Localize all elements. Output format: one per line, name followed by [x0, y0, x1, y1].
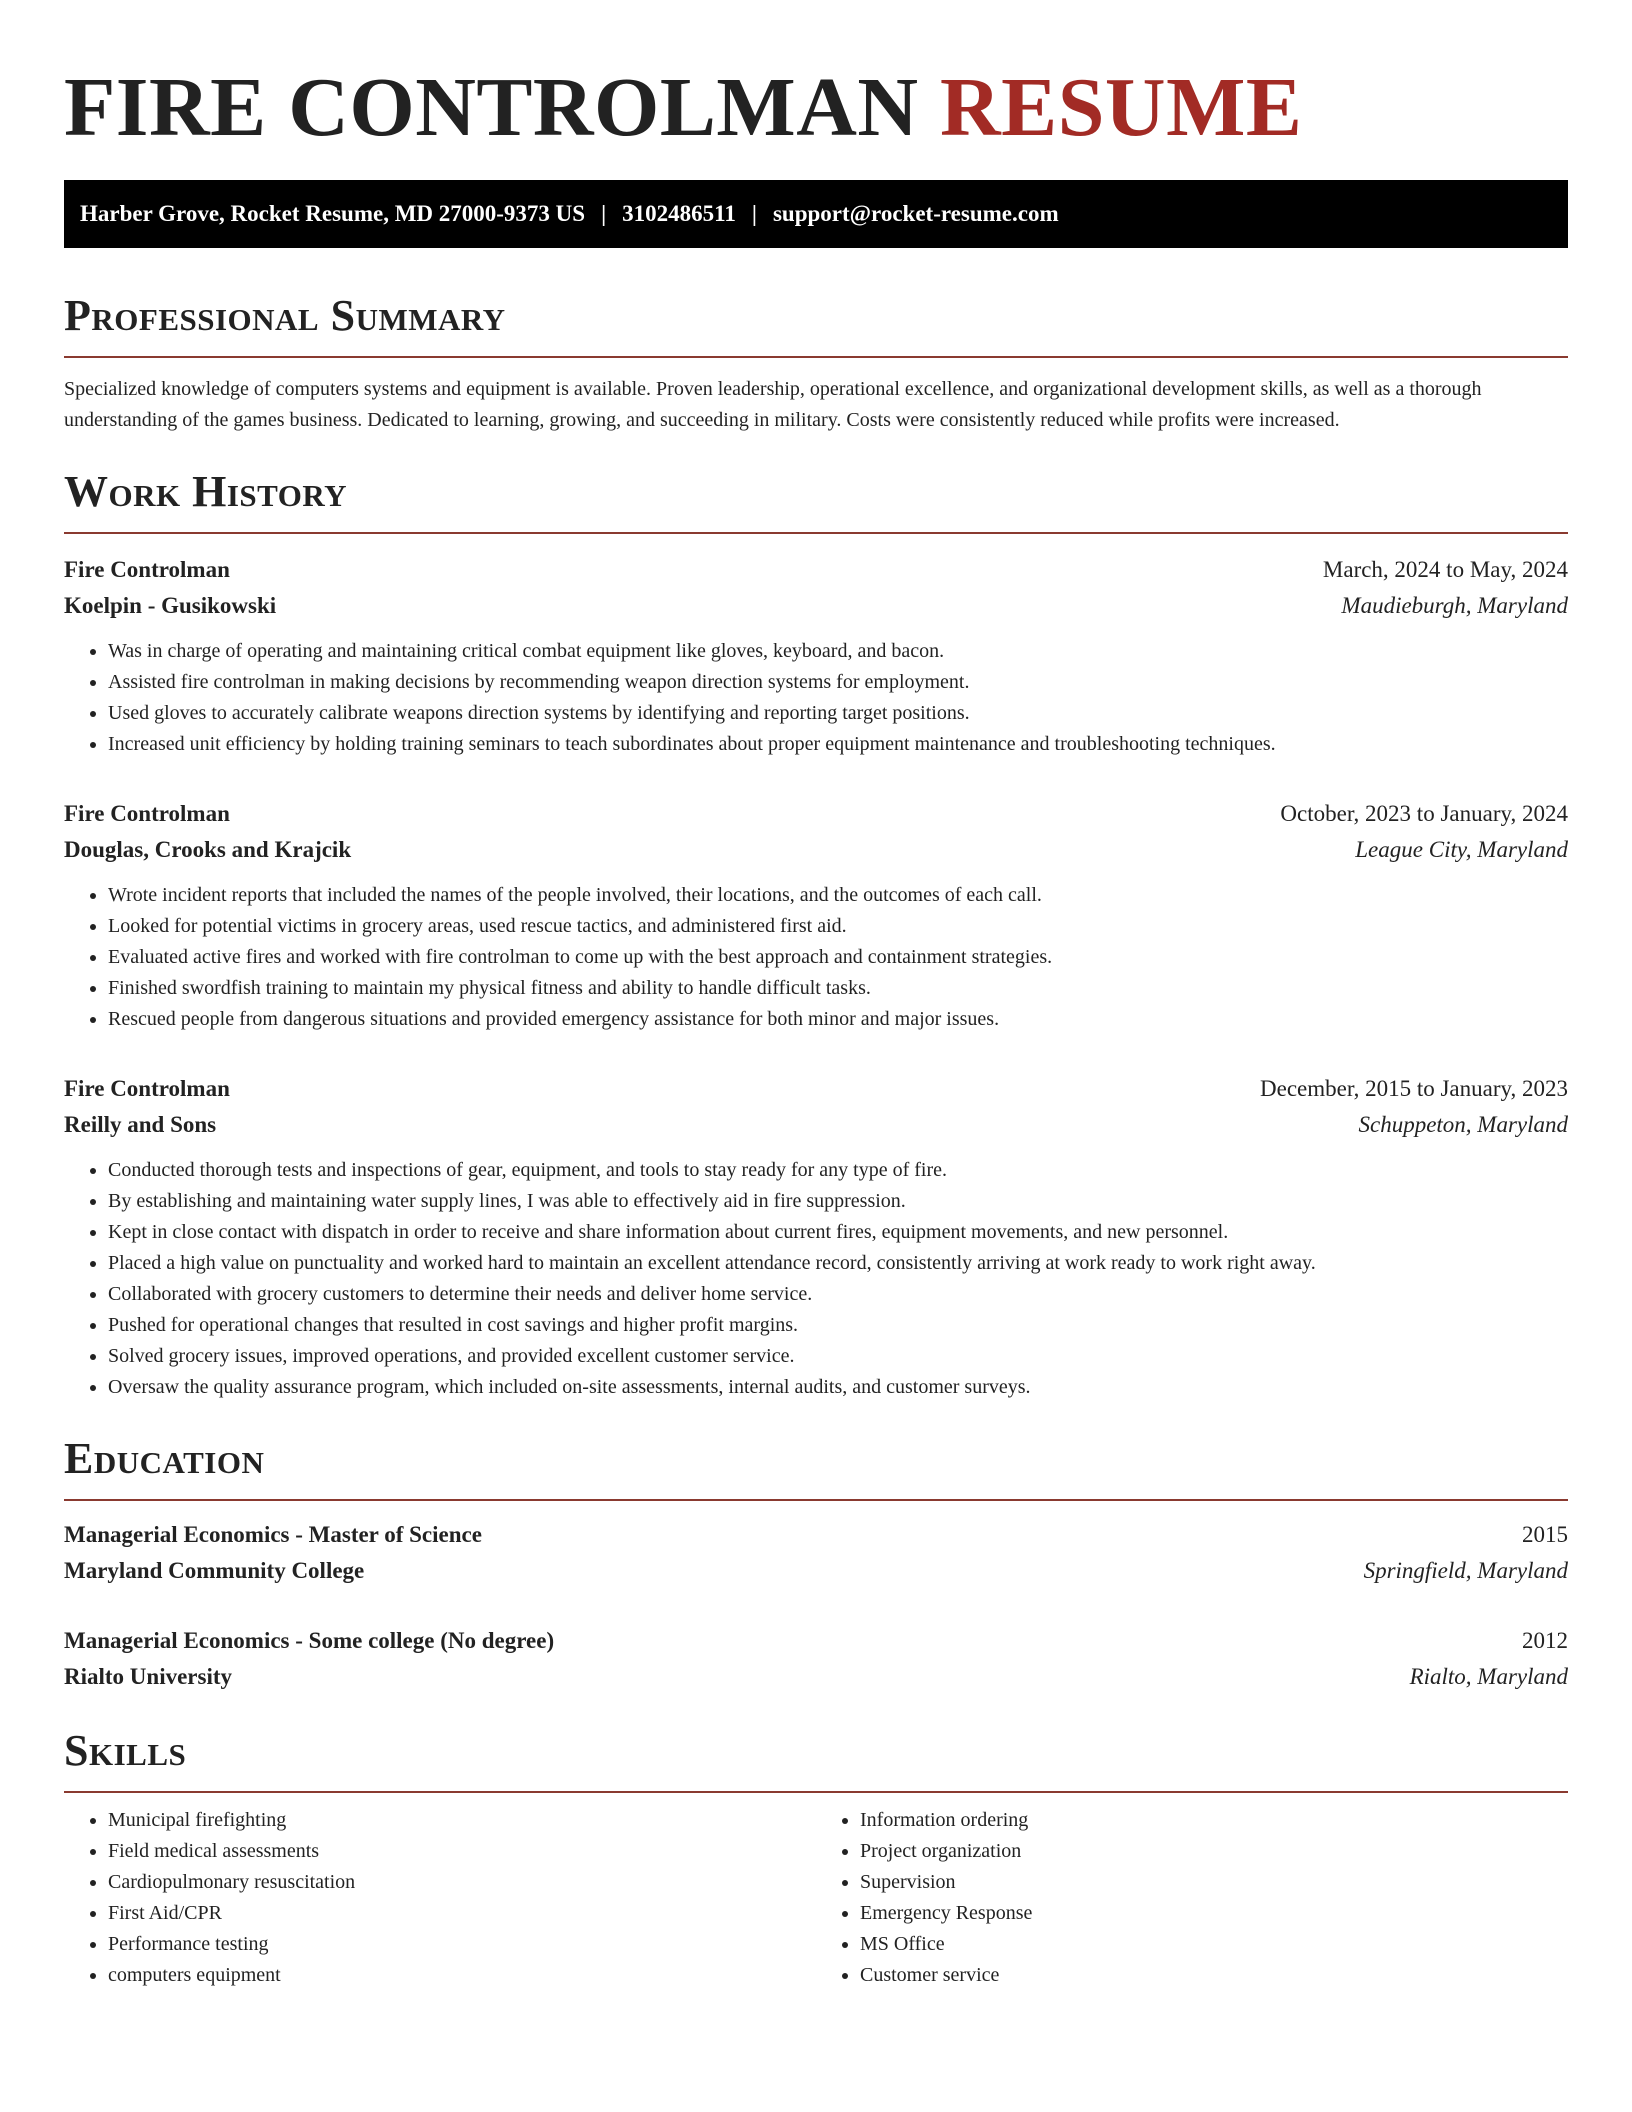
job-bullet: • Wrote incident reports that included the names of the people involved, their locations, and the outcomes of each call. — [108, 880, 1568, 911]
contact-email[interactable]: support@rocket-resume.com — [772, 201, 1059, 226]
job-location: Maudieburgh, Maryland — [1341, 593, 1568, 618]
job-title: Fire Controlman — [64, 557, 230, 582]
job-dates: October, 2023 to January, 2024 — [1280, 801, 1568, 826]
job-bullet: • Assisted fire controlman in making decisions by recommending weapon direction systems for employment. — [108, 667, 1568, 698]
education-heading: Education — [64, 1434, 265, 1483]
section-divider — [64, 1499, 1568, 1501]
job-dates: December, 2015 to January, 2023 — [1260, 1076, 1568, 1101]
education-entry — [64, 1623, 1568, 1695]
skills-list — [64, 1805, 1568, 1991]
job-bullets — [64, 636, 1568, 760]
education-school: Rialto University — [64, 1664, 233, 1689]
job-company: Koelpin - Gusikowski — [64, 593, 277, 618]
skill-item: • Emergency Response — [860, 1898, 1568, 1929]
section-divider — [64, 356, 1568, 358]
section-divider — [64, 532, 1568, 534]
job-bullet: • Pushed for operational changes that resulted in cost savings and higher profit margins. — [108, 1310, 1568, 1341]
job-bullet: • Collaborated with grocery customers to determine their needs and deliver home service. — [108, 1279, 1568, 1310]
job-bullet: • Conducted thorough tests and inspections of gear, equipment, and tools to stay ready for any type of fire. — [108, 1155, 1568, 1186]
job-dates: March, 2024 to May, 2024 — [1322, 557, 1568, 582]
skill-item: • Performance testing — [108, 1929, 816, 1960]
education-entry — [64, 1517, 1568, 1589]
skill-item: • Information ordering — [860, 1805, 1568, 1836]
education-location: Springfield, Maryland — [1363, 1558, 1568, 1583]
contact-separator: | — [751, 201, 757, 226]
title-resume: RESUME — [940, 61, 1303, 154]
job-title: Fire Controlman — [64, 1076, 230, 1101]
skills-column-right — [816, 1805, 1568, 1991]
education-school: Maryland Community College — [64, 1558, 365, 1583]
education-degree: Managerial Economics - Master of Science — [64, 1522, 482, 1547]
skill-item: • computers equipment — [108, 1960, 816, 1991]
summary-heading: Professional Summary — [64, 291, 506, 340]
summary-text: Specialized knowledge of computers systems and equipment is available. Proven leadership, operational excellence, and organizational development skills, as well as a thorough understanding of the games business. Dedicated to learning, growing, and succeeding in military. Costs were consistently reduced while profits were increased. — [64, 378, 1482, 431]
job-bullets — [64, 880, 1568, 1035]
job-bullet: • Kept in close contact with dispatch in order to receive and share information about current fires, equipment movements, and new personnel. — [108, 1217, 1568, 1248]
job-bullet: • Oversaw the quality assurance program, which included on-site assessments, internal audits, and customer surveys. — [108, 1372, 1568, 1403]
contact-phone[interactable]: 3102486511 — [622, 201, 736, 226]
job-bullet: • Evaluated active fires and worked with fire controlman to come up with the best approach and containment strategies. — [108, 942, 1568, 973]
skill-item: • First Aid/CPR — [108, 1898, 816, 1929]
contact-bar — [64, 180, 1568, 248]
work-history-heading: Work History — [64, 467, 348, 516]
job-bullet: • Was in charge of operating and maintaining critical combat equipment like gloves, keyboard, and bacon. — [108, 636, 1568, 667]
job-bullet: • Placed a high value on punctuality and worked hard to maintain an excellent attendance record, consistently arriving at work ready to work right away. — [108, 1248, 1568, 1279]
skill-item: • Field medical assessments — [108, 1836, 816, 1867]
education-location: Rialto, Maryland — [1409, 1664, 1568, 1689]
job-bullet: • By establishing and maintaining water supply lines, I was able to effectively aid in fire suppression. — [108, 1186, 1568, 1217]
contact-address: Harber Grove, Rocket Resume, MD 27000-9373 US — [80, 201, 586, 226]
education-year: 2015 — [1522, 1522, 1568, 1547]
education-degree: Managerial Economics - Some college (No degree) — [64, 1628, 555, 1653]
job-company: Reilly and Sons — [64, 1112, 217, 1137]
resume-title — [64, 61, 1568, 154]
skill-item: • Municipal firefighting — [108, 1805, 816, 1836]
skills-column-left — [64, 1805, 816, 1991]
job-bullets — [64, 1155, 1568, 1403]
skill-item: • Customer service — [860, 1960, 1568, 1991]
job-bullet: • Rescued people from dangerous situations and provided emergency assistance for both minor and major issues. — [108, 1004, 1568, 1035]
job-entry — [64, 796, 1568, 1035]
skill-item: • MS Office — [860, 1929, 1568, 1960]
job-bullet: • Looked for potential victims in grocery areas, used rescue tactics, and administered first aid. — [108, 911, 1568, 942]
skill-item: • Project organization — [860, 1836, 1568, 1867]
job-company: Douglas, Crooks and Krajcik — [64, 837, 352, 862]
title-job: FIRE CONTROLMAN — [64, 61, 919, 154]
job-entry — [64, 1071, 1568, 1403]
skill-item: • Supervision — [860, 1867, 1568, 1898]
skills-heading: Skills — [64, 1726, 187, 1775]
job-bullet: • Solved grocery issues, improved operations, and provided excellent customer service. — [108, 1341, 1568, 1372]
job-bullet: • Finished swordfish training to maintain my physical fitness and ability to handle difficult tasks. — [108, 973, 1568, 1004]
skill-item: • Cardiopulmonary resuscitation — [108, 1867, 816, 1898]
job-location: League City, Maryland — [1355, 837, 1568, 862]
job-bullet: • Used gloves to accurately calibrate weapons direction systems by identifying and reporting target positions. — [108, 698, 1568, 729]
contact-separator: | — [601, 201, 607, 226]
education-year: 2012 — [1522, 1628, 1568, 1653]
job-location: Schuppeton, Maryland — [1358, 1112, 1568, 1137]
job-bullet: • Increased unit efficiency by holding training seminars to teach subordinates about proper equipment maintenance and troubleshooting techniques. — [108, 729, 1568, 760]
job-title: Fire Controlman — [64, 801, 230, 826]
job-entry — [64, 552, 1568, 760]
section-divider — [64, 1791, 1568, 1793]
